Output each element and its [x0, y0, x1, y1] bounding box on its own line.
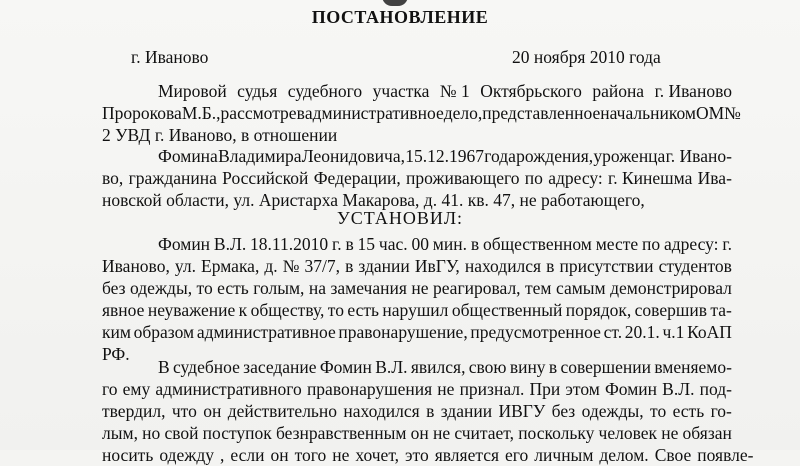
- word: административного: [155, 379, 302, 399]
- word: Свое: [654, 445, 692, 465]
- word: он: [270, 445, 289, 465]
- text-line: [102, 378, 732, 400]
- text-line: [102, 189, 732, 211]
- word: уроженца: [593, 146, 666, 166]
- word: одежды,: [130, 278, 193, 298]
- word: совершении: [560, 357, 651, 377]
- word: является: [434, 445, 500, 465]
- word: общественном: [482, 234, 592, 254]
- word: Фомин: [319, 357, 372, 377]
- text-line: [102, 422, 732, 444]
- word: РФ.: [102, 344, 130, 364]
- word: обязан: [682, 423, 732, 443]
- text-line: [158, 233, 732, 255]
- word: 00: [411, 234, 429, 254]
- word: то: [196, 278, 213, 298]
- word: личным: [534, 445, 594, 465]
- word: ч.1: [662, 322, 685, 342]
- word: та-: [710, 300, 732, 320]
- word: вменяемо-: [654, 357, 732, 377]
- word: к: [238, 300, 248, 320]
- text-line: [158, 356, 732, 378]
- word: голым,: [253, 278, 305, 298]
- word: находился: [343, 401, 420, 421]
- word: то: [327, 300, 344, 320]
- word: Леонидовича,: [301, 146, 405, 166]
- word: г.: [332, 234, 342, 254]
- word: В.Л.: [375, 357, 408, 377]
- word: ким: [102, 322, 131, 342]
- word: во,: [102, 168, 124, 188]
- word: г. Ивано-: [665, 146, 732, 166]
- word: Фомина: [158, 146, 218, 166]
- word: под-: [699, 379, 732, 399]
- word: проживающего: [406, 168, 520, 188]
- word: появле-: [697, 445, 754, 465]
- word: в: [546, 256, 555, 276]
- word: Российской: [222, 168, 309, 188]
- word: административное: [304, 103, 444, 123]
- word: административное: [196, 322, 336, 342]
- word: по: [524, 168, 543, 188]
- word: 18.11.2010: [250, 234, 329, 254]
- word: в: [548, 357, 558, 377]
- word: предусмотренное: [470, 322, 601, 342]
- word: явное: [102, 300, 145, 320]
- word: В: [158, 357, 170, 377]
- word: лым,: [102, 423, 138, 443]
- word: замечания: [330, 278, 407, 298]
- word: вину: [509, 357, 546, 377]
- word: Мировой: [158, 81, 227, 101]
- text-line: [158, 80, 732, 102]
- word: ИВГУ: [498, 401, 546, 421]
- word: 37/7,: [304, 256, 340, 276]
- word: №: [724, 103, 741, 123]
- word: делом.: [599, 445, 649, 465]
- word: г. Иваново: [654, 81, 732, 101]
- word: ст.: [603, 322, 623, 342]
- word: если: [230, 445, 265, 465]
- word: безнравственным: [275, 423, 407, 443]
- word: здании: [358, 256, 410, 276]
- word: хочет,: [355, 445, 400, 465]
- word: ему: [122, 379, 151, 399]
- text-line: [102, 444, 754, 466]
- word: есть: [347, 300, 379, 320]
- word: г.: [722, 234, 732, 254]
- word: правонарушение,: [338, 322, 468, 342]
- word: свою: [468, 357, 507, 377]
- word: ИвГУ,: [414, 256, 460, 276]
- text-line: [102, 277, 732, 299]
- word: района: [592, 81, 645, 101]
- word: в: [470, 234, 480, 254]
- word: он: [203, 401, 222, 421]
- word: мин.: [432, 234, 467, 254]
- word: не: [437, 379, 455, 399]
- word: то: [650, 401, 667, 421]
- word: Пророкова: [102, 103, 182, 123]
- word: представленное: [482, 103, 601, 123]
- word: в: [345, 256, 354, 276]
- word: Федерации,: [313, 168, 401, 188]
- word: считает,: [454, 423, 514, 443]
- word: его: [505, 445, 529, 465]
- word: правонарушения: [306, 379, 433, 399]
- text-line: [102, 255, 732, 277]
- word: реагировал,: [432, 278, 521, 298]
- word: судья: [237, 81, 278, 101]
- word: Фомин: [158, 234, 211, 254]
- word: совершив: [634, 300, 707, 320]
- word: образом: [133, 322, 195, 342]
- word: находился: [464, 256, 542, 276]
- word: порядок,: [565, 300, 632, 320]
- word: 15: [357, 234, 376, 254]
- word: М.Б.,: [181, 103, 221, 123]
- word: в: [345, 234, 354, 254]
- word: поскольку: [518, 423, 595, 443]
- word: свой: [164, 423, 199, 443]
- word: 2 УВД г. Иваново, в отношении: [102, 125, 338, 145]
- word: неуважение: [147, 300, 236, 320]
- word: без: [102, 278, 126, 298]
- text-line: [102, 102, 741, 124]
- word: твердил,: [102, 401, 166, 421]
- text-line: [102, 321, 732, 343]
- document-date: 20 ноября 2010 года: [512, 47, 661, 67]
- word: есть: [217, 278, 249, 298]
- document-title: ПОСТАНОВЛЕНИЕ: [311, 7, 489, 27]
- word: дело,: [443, 103, 483, 123]
- word: ОМ: [695, 103, 725, 123]
- word: в: [426, 401, 435, 421]
- word: признал.: [459, 379, 525, 399]
- word: заседание: [243, 357, 317, 377]
- word: Иваново,: [102, 256, 170, 276]
- word: нарушил: [382, 300, 449, 320]
- word: судебное: [173, 357, 240, 377]
- word: по: [642, 234, 661, 254]
- word: В.Л.: [213, 234, 247, 254]
- word: тем: [525, 278, 552, 298]
- word: гражданина: [128, 168, 217, 188]
- word: д.: [264, 256, 278, 276]
- word: на: [308, 278, 327, 298]
- word: одежды,: [581, 401, 644, 421]
- word: г. Кинешма: [608, 168, 693, 188]
- word: самым: [555, 278, 606, 298]
- word: того: [294, 445, 327, 465]
- word: не: [332, 445, 350, 465]
- word: есть: [672, 401, 705, 421]
- word: не: [411, 278, 429, 298]
- word: го: [102, 379, 118, 399]
- word: При: [529, 379, 561, 399]
- word: но: [142, 423, 161, 443]
- word: человек: [598, 423, 658, 443]
- word: обществу,: [250, 300, 325, 320]
- word: что: [171, 401, 197, 421]
- text-line: [102, 299, 732, 321]
- word: В.Л.: [662, 379, 695, 399]
- word: одежду: [159, 445, 214, 465]
- section-heading: УСТАНОВИЛ:: [336, 208, 464, 228]
- place-of-issue: г. Иваново: [131, 47, 209, 67]
- word: новской области, ул. Аристарха Макарова, д. 41. кв. 47, не работающего,: [102, 190, 645, 210]
- word: судебного: [287, 81, 363, 101]
- word: студентов: [658, 256, 732, 276]
- word: час.: [378, 234, 408, 254]
- word: без: [551, 401, 576, 421]
- word: не: [661, 423, 679, 443]
- word: этом: [565, 379, 600, 399]
- text-line: [102, 400, 732, 422]
- word: присутствии: [559, 256, 654, 276]
- word: поступок: [202, 423, 272, 443]
- word: Ива-: [697, 168, 732, 188]
- text-line: [102, 167, 732, 189]
- word: рождения,: [516, 146, 594, 166]
- word: Октябрьского: [480, 81, 582, 101]
- word: явился,: [410, 357, 466, 377]
- word: месте: [595, 234, 639, 254]
- word: здании: [440, 401, 493, 421]
- word: го-: [710, 401, 732, 421]
- word: общественный: [451, 300, 563, 320]
- word: это: [405, 445, 429, 465]
- word: действительно: [227, 401, 338, 421]
- text-line: [102, 124, 732, 146]
- word: адресу:: [663, 234, 719, 254]
- word: он: [410, 423, 429, 443]
- word: 15.12.1967: [405, 146, 484, 166]
- word: Владимира: [218, 146, 302, 166]
- word: №: [282, 256, 300, 276]
- text-line: [158, 145, 732, 167]
- word: 20.1.: [624, 322, 660, 342]
- word: № 1: [439, 81, 470, 101]
- word: ул.: [174, 256, 196, 276]
- word: рассмотрев: [220, 103, 305, 123]
- word: года: [484, 146, 516, 166]
- word: демонстрировал: [610, 278, 732, 298]
- word: ,: [219, 445, 225, 465]
- word: носить: [102, 445, 154, 465]
- word: участка: [372, 81, 430, 101]
- word: Фомин: [604, 379, 658, 399]
- word: начальником: [600, 103, 696, 123]
- word: Ермака,: [201, 256, 260, 276]
- emblem-icon: [382, 0, 408, 6]
- word: КоАП: [687, 322, 732, 342]
- word: адресу:: [548, 168, 603, 188]
- word: не: [432, 423, 451, 443]
